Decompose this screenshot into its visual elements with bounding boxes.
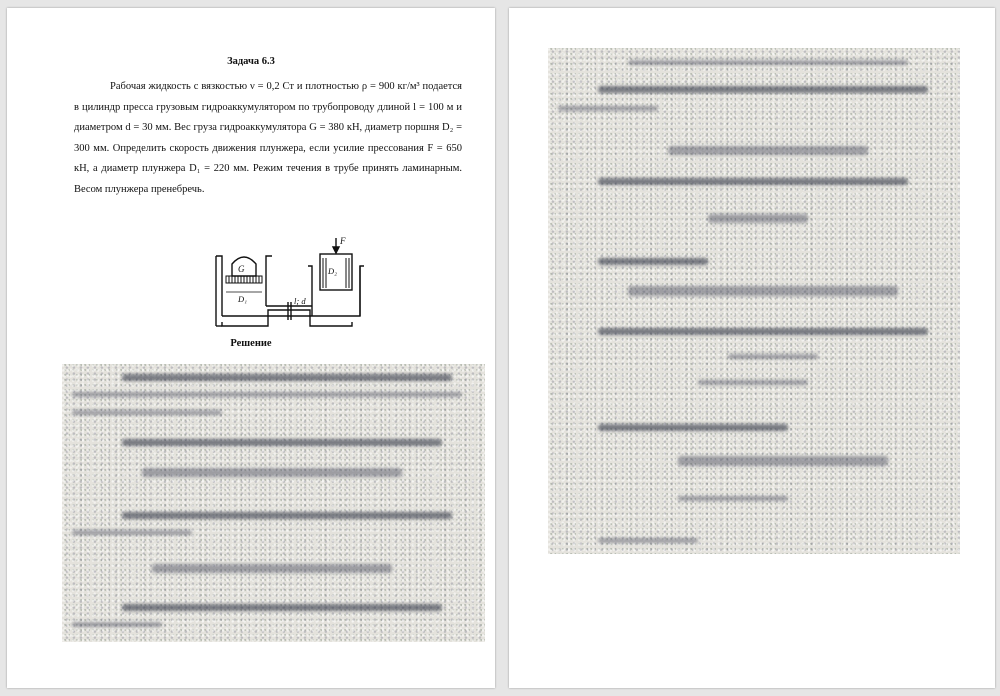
label-F: F [340,236,346,246]
blurred-solution-preview [62,364,485,642]
label-D2: D₂ [328,266,338,276]
problem-statement [74,77,462,200]
label-D1: D₁ [238,294,248,304]
problem-statement-text: Рабочая жидкость с вязкостью ν = 0,2 Ст и плотностью ρ = 900 кг/м³ подается в цилиндр пресса грузовым гидроаккумулятором по трубопроводу длиной l = 100 м и диаметром d = 30 мм. Вес груза гидроаккумулятора G = 380 кН, диаметр поршня D₂ = 300 мм. Определить скорость движения плунжера, если усилие прессования F = 650 кН, а диаметр плунжера D₁ = 220 мм. Режим течения в трубе принять ламинарным. Весом плунжера пренебречь. [74,81,462,195]
problem-title: Задача 6.3 [227,56,275,67]
label-l-d: l; d [294,296,306,306]
press-accumulator-diagram [212,236,374,330]
solution-heading: Решение [230,338,272,349]
blurred-solution-continuation [548,48,960,554]
label-G: G [238,264,245,274]
document-page-1 [7,8,495,688]
document-page-2 [509,8,995,688]
